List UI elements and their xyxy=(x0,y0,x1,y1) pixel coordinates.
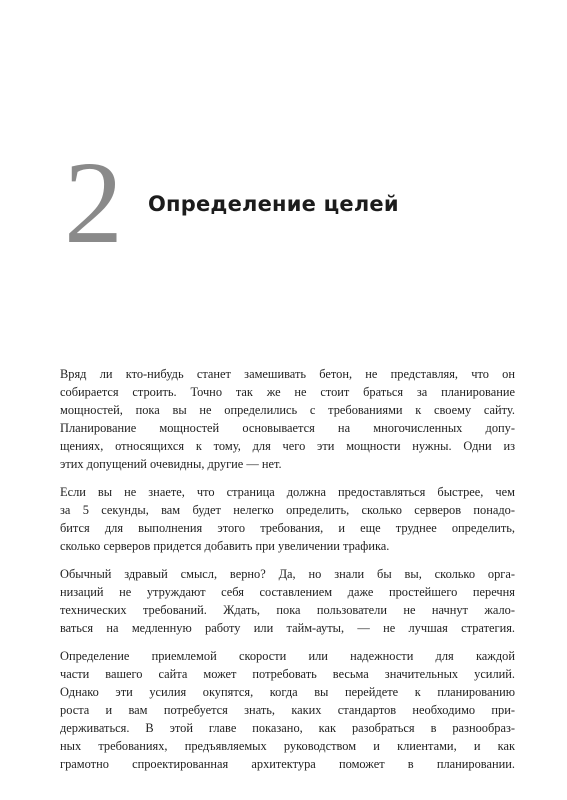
text-line: собирается строить. Точно так же не стоит браться за планирование xyxy=(60,385,515,399)
text-line: Если вы не знаете, что страница должна предоставляться быстрее, чем xyxy=(60,485,515,499)
text-line: бится для выполнения этого требования, и еще труднее определить, xyxy=(60,521,515,535)
chapter-number: 2 xyxy=(64,137,123,268)
chapter-title: Определение целей xyxy=(148,192,399,216)
text-line: ваться на медленную работу или тайм-ауты, — не лучшая стратегия. xyxy=(60,621,515,635)
text-line: ных требованиях, предъявляемых руководством и клиентами, и как xyxy=(60,739,515,753)
text-line: технических требований. Ждать, пока пользователи не начнут жало- xyxy=(60,603,515,617)
text-line: грамотно спроектированная архитектура поможет в планировании. xyxy=(60,757,515,771)
chapter-header xyxy=(60,137,520,268)
text-line: Однако эти усилия окупятся, когда вы перейдете к планированию xyxy=(60,685,515,699)
text-line: Определение приемлемой скорости или надежности для каждой xyxy=(60,649,515,663)
paragraph-4 xyxy=(60,647,515,773)
paragraph-1 xyxy=(60,365,515,473)
text-line: за 5 секунды, вам будет нелегко определить, сколько серверов понадо- xyxy=(60,503,515,517)
text-line: низаций не утруждают себя составлением даже простейшего перечня xyxy=(60,585,515,599)
text-line: щениях, относящихся к тому, для чего эти мощности нужны. Одни из xyxy=(60,439,515,453)
text-line: мощностей, пока вы не определились с требованиями к своему сайту. xyxy=(60,403,515,417)
text-line: держиваться. В этой главе показано, как разобраться в разнообраз- xyxy=(60,721,515,735)
paragraph-2 xyxy=(60,483,515,555)
text-line: Планирование мощностей основывается на многочисленных допу- xyxy=(60,421,515,435)
text-line: Обычный здравый смысл, верно? Да, но знали бы вы, сколько орга- xyxy=(60,567,515,581)
text-line: роста и вам потребуется знать, каких стандартов необходимо при- xyxy=(60,703,515,717)
paragraph-3 xyxy=(60,565,515,637)
text-line: сколько серверов придется добавить при увеличении трафика. xyxy=(60,539,390,553)
text-line: части вашего сайта может потребовать весьма значительных усилий. xyxy=(60,667,515,681)
text-line: Вряд ли кто-нибудь станет замешивать бетон, не представляя, что он xyxy=(60,367,515,381)
body-text xyxy=(60,365,515,783)
text-line: этих допущений очевидны, другие — нет. xyxy=(60,457,282,471)
